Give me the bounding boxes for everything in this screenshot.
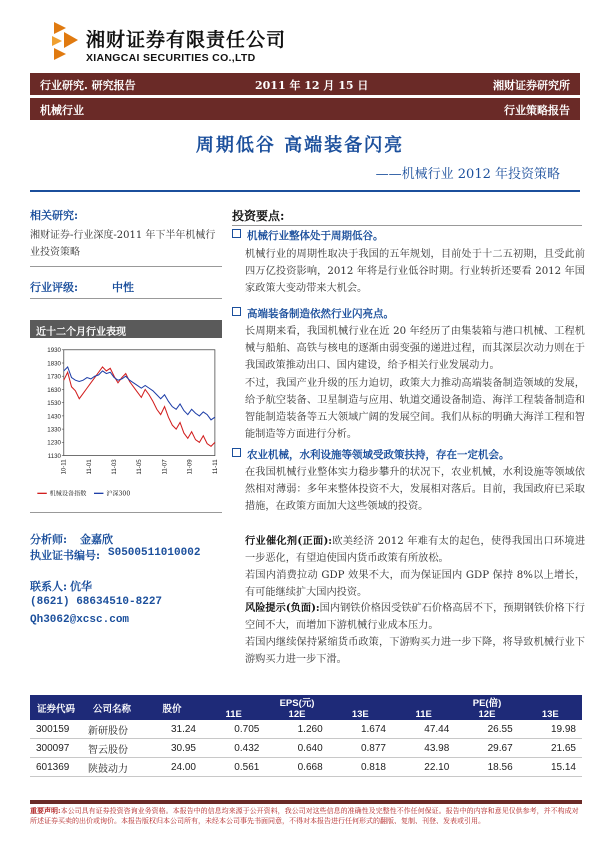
cell-eps: 0.877 xyxy=(329,739,392,758)
performance-header xyxy=(30,320,222,338)
key-points-title: 投资要点: xyxy=(232,209,285,223)
bullet-square-icon xyxy=(232,448,241,457)
cell-eps: 0.561 xyxy=(202,758,265,777)
cell-pe: 43.98 xyxy=(392,739,455,758)
bullet-square-icon xyxy=(232,307,241,316)
table-row xyxy=(30,758,582,777)
header-pe: PE(倍) xyxy=(392,695,582,709)
title-divider xyxy=(30,190,580,192)
cell-eps: 0.705 xyxy=(202,720,265,739)
contact-email[interactable]: Qh3062@xcsc.com xyxy=(30,614,130,626)
cell-pe: 19.98 xyxy=(519,720,582,739)
related-research-label: 相关研究: xyxy=(30,209,79,222)
performance-title: 近十二个月行业表现 xyxy=(36,327,126,338)
header-eps-y2: 12E xyxy=(265,709,328,720)
cell-name: 新研股份 xyxy=(82,720,142,739)
cert-number: S0500511010002 xyxy=(108,547,201,559)
series-line-1 xyxy=(64,367,215,446)
disclaimer-label: 重要声明: xyxy=(30,806,61,815)
x-tick-label: 11-03 xyxy=(111,459,119,475)
page-title: 周期低谷 高端装备闪亮 xyxy=(195,135,405,156)
analyst-label: 分析师: xyxy=(30,533,68,546)
cell-code: 300159 xyxy=(30,720,82,739)
cell-price: 30.95 xyxy=(142,739,202,758)
y-tick-label: 1330 xyxy=(47,426,61,434)
paragraph-7 xyxy=(245,600,585,634)
disclaimer xyxy=(30,806,582,826)
cell-pe: 21.65 xyxy=(519,739,582,758)
cell-pe: 15.14 xyxy=(519,758,582,777)
cell-name: 陕鼓动力 xyxy=(82,758,142,777)
cell-code: 300097 xyxy=(30,739,82,758)
disclaimer-text: 本公司具有证券投资咨询业务资格。本报告中的信息均来源于公开资料，我公司对这些信息的准确性及完整性不作任何保证。报告中的内容和意见仅供参考，并不构成对所述证券买卖的出价或询价。本报告版权归本公司所有，未经本公司事先书面同意，不得对本报告进行任何形式的翻版、复制、刊登、发表或引用。 xyxy=(30,807,579,825)
divider xyxy=(30,266,222,267)
header-band-1 xyxy=(30,73,580,95)
table-row xyxy=(30,720,582,739)
cert-label: 执业证书编号: xyxy=(30,549,101,562)
x-tick-label: 11-07 xyxy=(161,459,169,475)
x-tick-label: 11-05 xyxy=(136,459,144,475)
header-price: 股价 xyxy=(142,695,202,720)
risk-text: 国内钢铁价格因受铁矿石价格高居不下，预期钢铁价格下行空间不大，而增加下游机械行业成本压力。 xyxy=(245,603,585,631)
cell-eps: 0.818 xyxy=(329,758,392,777)
institute-name: 湘财证券研究所 xyxy=(493,79,570,92)
legend-label: 机械设备指数 xyxy=(49,490,87,498)
legend-label: 沪深300 xyxy=(106,490,131,498)
x-tick-label: 11-09 xyxy=(186,459,194,475)
cell-name: 智云股份 xyxy=(82,739,142,758)
footer-bar xyxy=(30,800,582,804)
x-tick-label: 11-11 xyxy=(211,459,219,475)
y-tick-label: 1930 xyxy=(47,347,61,355)
cell-price: 31.24 xyxy=(142,720,202,739)
company-name-cn: 湘财证券有限责任公司 xyxy=(86,29,287,51)
y-tick-label: 1730 xyxy=(47,373,61,381)
header-pe-y1: 11E xyxy=(392,709,455,720)
key-point-2-text: 高端装备制造依然行业闪亮点。 xyxy=(247,308,394,320)
y-tick-label: 1630 xyxy=(47,386,61,394)
catalyst-text: 欧美经济 2012 年难有太的起色，使得我国出口环境进一步恶化，有望迫使国内货币政策有所放松。 xyxy=(245,536,586,564)
stock-table xyxy=(30,695,582,777)
cell-pe: 47.44 xyxy=(392,720,455,739)
y-tick-label: 1830 xyxy=(47,360,61,368)
divider xyxy=(232,225,582,226)
catalyst-label: 行业催化剂(正面): xyxy=(245,535,333,547)
divider xyxy=(30,298,222,299)
header-pe-y3: 13E xyxy=(519,709,582,720)
y-tick-label: 1430 xyxy=(47,413,61,421)
cell-pe: 29.67 xyxy=(455,739,518,758)
header-eps-y3: 13E xyxy=(329,709,392,720)
cell-price: 24.00 xyxy=(142,758,202,777)
series-line-2 xyxy=(64,367,215,420)
cell-eps: 0.640 xyxy=(265,739,328,758)
company-logo-icon xyxy=(50,20,80,62)
cell-pe: 22.10 xyxy=(392,758,455,777)
header-eps: EPS(元) xyxy=(202,695,392,709)
cell-eps: 0.668 xyxy=(265,758,328,777)
y-tick-label: 1130 xyxy=(47,452,61,460)
header-name: 公司名称 xyxy=(82,695,142,720)
report-date: 2011 年 12 月 15 日 xyxy=(255,79,369,92)
header-code: 证券代码 xyxy=(30,695,82,720)
table-row xyxy=(30,739,582,758)
contact-name: 伉华 xyxy=(70,580,92,593)
cell-eps: 1.260 xyxy=(265,720,328,739)
key-point-3 xyxy=(232,447,510,462)
industry-name: 机械行业 xyxy=(40,104,84,117)
rating-value: 中性 xyxy=(112,281,134,294)
cell-eps: 0.432 xyxy=(202,739,265,758)
contact-phone: (8621) 68634510-8227 xyxy=(30,596,163,608)
cell-code: 601369 xyxy=(30,758,82,777)
contact-label: 联系人: xyxy=(30,580,68,593)
key-point-2 xyxy=(232,306,394,321)
paragraph-8: 若国内继续保持紧缩货币政策，下游购买力进一步下降，将导致机械行业下游购买力进一步下滑。 xyxy=(245,637,585,665)
report-category: 行业策略报告 xyxy=(504,104,570,117)
divider xyxy=(30,512,222,513)
key-point-3-text: 农业机械，水利设施等领域受政策扶持，存在一定机会。 xyxy=(247,449,510,461)
y-tick-label: 1230 xyxy=(47,439,61,447)
key-point-1 xyxy=(232,228,384,243)
x-tick-label: 11-01 xyxy=(85,459,93,475)
paragraph-4: 在我国机械行业整体实力稳步攀升的状况下，农业机械，水利设施等领域依然相对薄弱：多年来整体投资不大，发展相对落后。目前，我国政府已采取措施，在政策方面加大这些领域的投资。 xyxy=(245,467,585,512)
x-tick-label: 10-11 xyxy=(60,459,68,475)
company-name-en: XIANGCAI SECURITIES CO.,LTD xyxy=(86,52,256,64)
y-tick-label: 1530 xyxy=(47,400,61,408)
plot-area xyxy=(64,350,215,456)
header-pe-y2: 12E xyxy=(455,709,518,720)
rating-label: 行业评级: xyxy=(30,281,79,294)
analyst-name: 金嘉欣 xyxy=(80,533,113,546)
paragraph-1: 机械行业的周期性取决于我国的五年规划，目前处于十二五初期，且受此前四万亿投资影响，2012 年将是行业低谷时期。行业转折还要看 2012 年国家政策大变动带来大机会。 xyxy=(245,249,585,294)
related-research-text: 湘财证券-行业深度-2011 年下半年机械行业投资策略 xyxy=(30,230,216,258)
header-eps-y1: 11E xyxy=(202,709,265,720)
cell-pe: 26.55 xyxy=(455,720,518,739)
header-band-2 xyxy=(30,98,580,120)
page-subtitle: ——机械行业 2012 年投资策略 xyxy=(375,167,560,182)
key-point-1-text: 机械行业整体处于周期低谷。 xyxy=(247,230,384,242)
report-type: 行业研究. 研究报告 xyxy=(40,79,136,92)
paragraph-6: 若国内消费拉动 GDP 效果不大，而为保证国内 GDP 保持 8%以上增长，有可能继续扩大国内投资。 xyxy=(245,570,585,598)
performance-chart xyxy=(28,346,228,516)
cell-eps: 1.674 xyxy=(329,720,392,739)
risk-label: 风险提示(负面): xyxy=(245,602,320,614)
paragraph-3: 不过，我国产业升级的压力迫切，政策大力推动高端装备制造领域的发展，给予航空装备、卫星制造与应用、轨道交通设备制造、海洋工程装备制造和智能制造装备等五大领域广阔的发展空间。我们从标的明确大海洋工程和智能制造等方面进行分析。 xyxy=(245,378,585,440)
paragraph-2: 长周期来看，我国机械行业在近 20 年经历了由集装箱与港口机械、工程机械与船舶、高铁与核电的逐渐由弱变强的递进过程，而其深层次动力则在于我国政策推动出口、国内建设，给予相关行业发展动力。 xyxy=(245,326,585,371)
bullet-square-icon xyxy=(232,229,241,238)
paragraph-5 xyxy=(245,533,585,567)
cell-pe: 18.56 xyxy=(455,758,518,777)
